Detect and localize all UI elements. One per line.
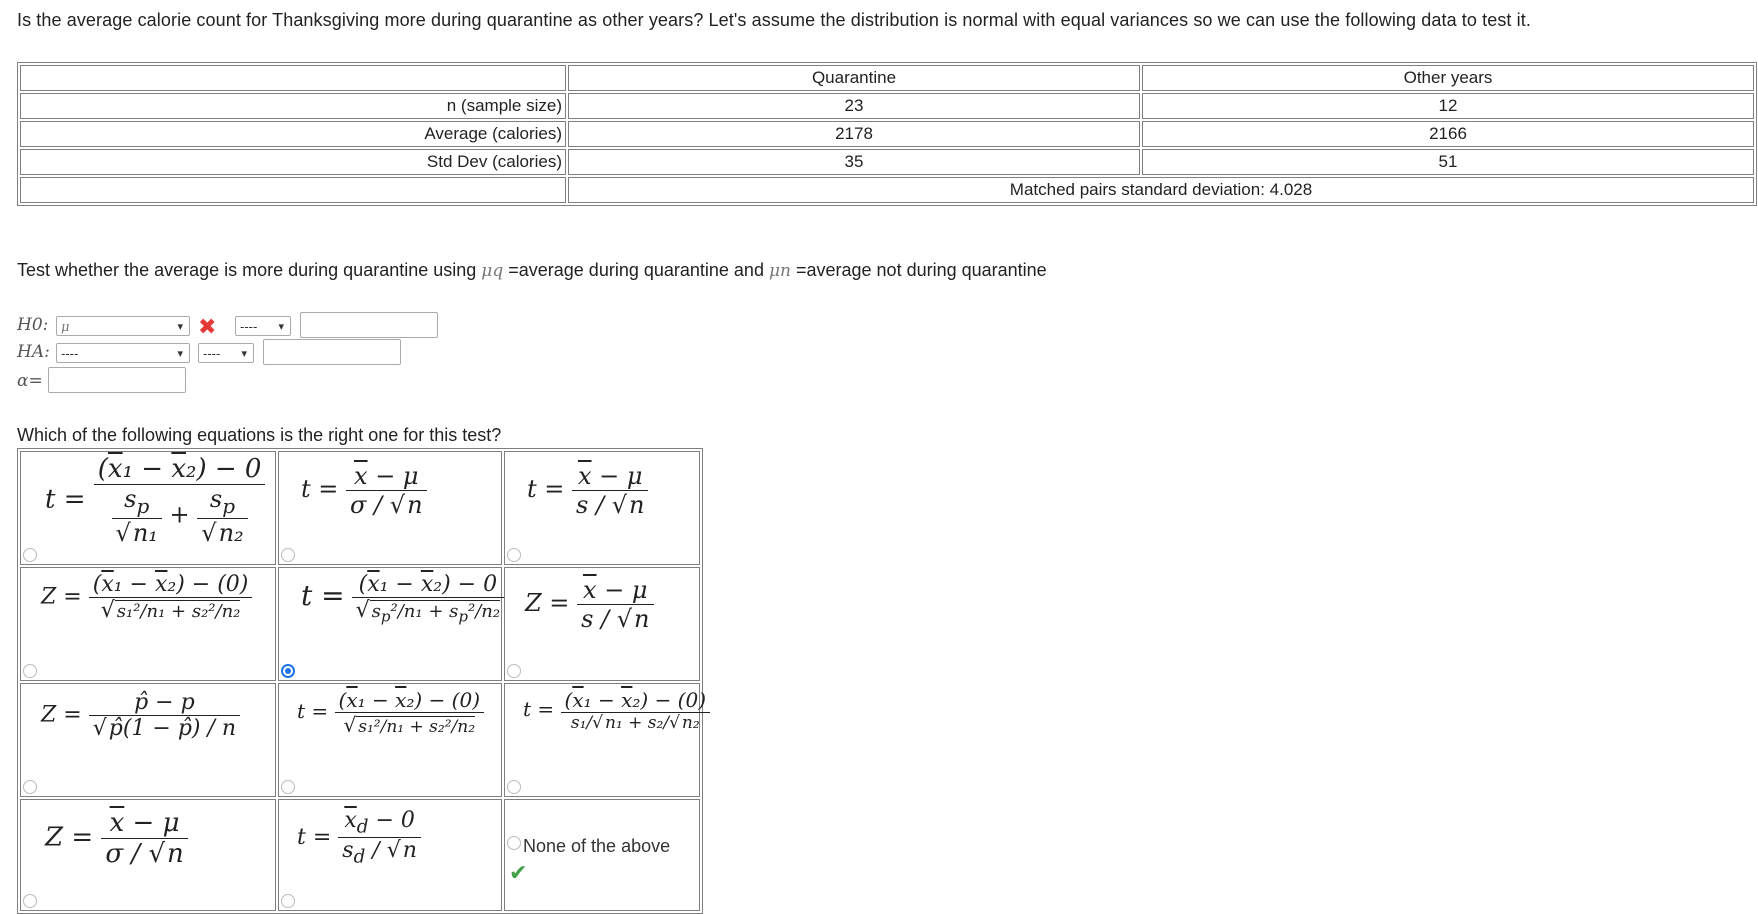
h0-label: H0: [17,315,49,335]
equation-options-grid [17,448,707,914]
table-row [20,149,1754,175]
option-radio[interactable] [23,548,37,562]
equation-option-10[interactable]: Z = $\frac{\overline{x} - \mu}{\sigma ∕ √n}$ [20,799,276,911]
equation-option-none[interactable] [504,799,700,911]
equation-option-4[interactable]: Z = $\frac{(\overline{x}_1 - \overline{x}_2) - (0)}{\text{√ s₁²/n₁ + s₂²/n₂}}$ [20,567,276,681]
data-table [17,62,1757,206]
row-label: Average (calories) [20,121,566,147]
cell-other: 51 [1142,149,1754,175]
chevron-down-icon: ▾ [241,348,247,360]
equation-option-9[interactable]: t = $\frac{(\overline{x}_1 - \overline{x}_2) - (0)}{\text{s₁/√ n₁ + s₂/√ n₂}}$ [504,683,700,797]
hypothesis-prompt [17,260,1047,281]
row-label: n (sample size) [20,93,566,119]
equation-option-3[interactable]: t = $\frac{\overline{x} - \mu}{s ∕ √n}$ [504,451,700,565]
option-radio[interactable] [23,780,37,794]
cell-quarantine: 23 [568,93,1140,119]
equation-option-5[interactable]: t = $\frac{(\overline{x}_1 - \overline{x}_2) - 0}{√ s_p^2/n_1 + s_p^2/n_2}$ [278,567,502,681]
table-header-blank [20,65,566,91]
ha-value-input[interactable] [263,339,401,365]
cell-quarantine: 35 [568,149,1140,175]
cell-other: 2166 [1142,121,1754,147]
cell-quarantine: 2178 [568,121,1140,147]
h0-value-input[interactable] [300,312,438,338]
option-radio[interactable] [507,780,521,794]
option-radio[interactable] [23,664,37,678]
equation-option-2[interactable]: t = $\frac{\overline{x} - \mu}{\sigma ∕ √n}$ [278,451,502,565]
ha-label: HA: [17,342,50,362]
option-radio[interactable] [23,894,37,908]
h0-parameter-select[interactable]: μ ▾ [56,316,190,336]
equation-option-6[interactable]: Z = $\frac{\overline{x} - \mu}{s ∕ √n}$ [504,567,700,681]
question-text: Is the average calorie count for Thanksgiving more during quarantine as other years? Let's assume the distribution is normal with equal variances so we can use the following data to test it. [17,10,1531,30]
row-label: Std Dev (calories) [20,149,566,175]
chevron-down-icon: ▾ [278,321,284,333]
row-label-empty [20,177,566,203]
h0-operator-select[interactable]: ---- ▾ [235,316,291,336]
prompt-text-2: =average during quarantine and [508,260,764,280]
equation-option-8[interactable]: t = $\frac{(\overline{x}_1 - \overline{x}_2) - (0)}{\text{√ s₁²/n₁ + s₂²/n₂}}$ [278,683,502,797]
equation-option-7[interactable]: Z = $\frac{p̂ - p}{√p̂(1 - p̂) / n}$ [20,683,276,797]
option-radio[interactable] [281,894,295,908]
option-radio[interactable] [507,664,521,678]
none-of-the-above-label: None of the above [523,836,671,856]
chevron-down-icon: ▾ [177,321,183,333]
ha-operator-select[interactable]: ---- ▾ [198,343,254,363]
prompt-text-3: =average not during quarantine [795,260,1047,280]
correct-check-icon: ✔ [509,860,528,885]
alpha-label: α= [17,371,43,391]
option-radio[interactable] [281,548,295,562]
equation-question: Which of the following equations is the right one for this test? [17,425,502,445]
chevron-down-icon: ▾ [177,348,183,360]
option-radio-selected[interactable] [281,664,295,678]
ha-parameter-select[interactable]: ---- ▾ [56,343,190,363]
equation-option-1[interactable]: t = $(\overline{x}_1 - \overline{x}_2) - 0$ $\frac{s_p}{\text{√n₁}}$ + $\frac{s_p}{\text{√n₂}}$ [20,451,276,565]
option-radio[interactable] [507,836,521,850]
table-header-other-years: Other years [1142,65,1754,91]
incorrect-icon: ✖ [198,314,217,339]
equation-option-11[interactable]: t = $\frac{\overline{x}_d - 0}{s_d ∕ √n}$ [278,799,502,911]
cell-other: 12 [1142,93,1754,119]
prompt-text-1: Test whether the average is more during quarantine using [17,260,477,280]
table-row [20,93,1754,119]
table-row [20,121,1754,147]
option-radio[interactable] [281,780,295,794]
matched-pairs-sd: Matched pairs standard deviation: 4.028 [568,177,1754,203]
mu-q-symbol: μq [481,261,504,281]
table-row [20,177,1754,203]
alpha-input[interactable] [48,367,186,393]
option-radio[interactable] [507,548,521,562]
mu-n-symbol: μn [768,261,791,281]
table-header-quarantine: Quarantine [568,65,1140,91]
